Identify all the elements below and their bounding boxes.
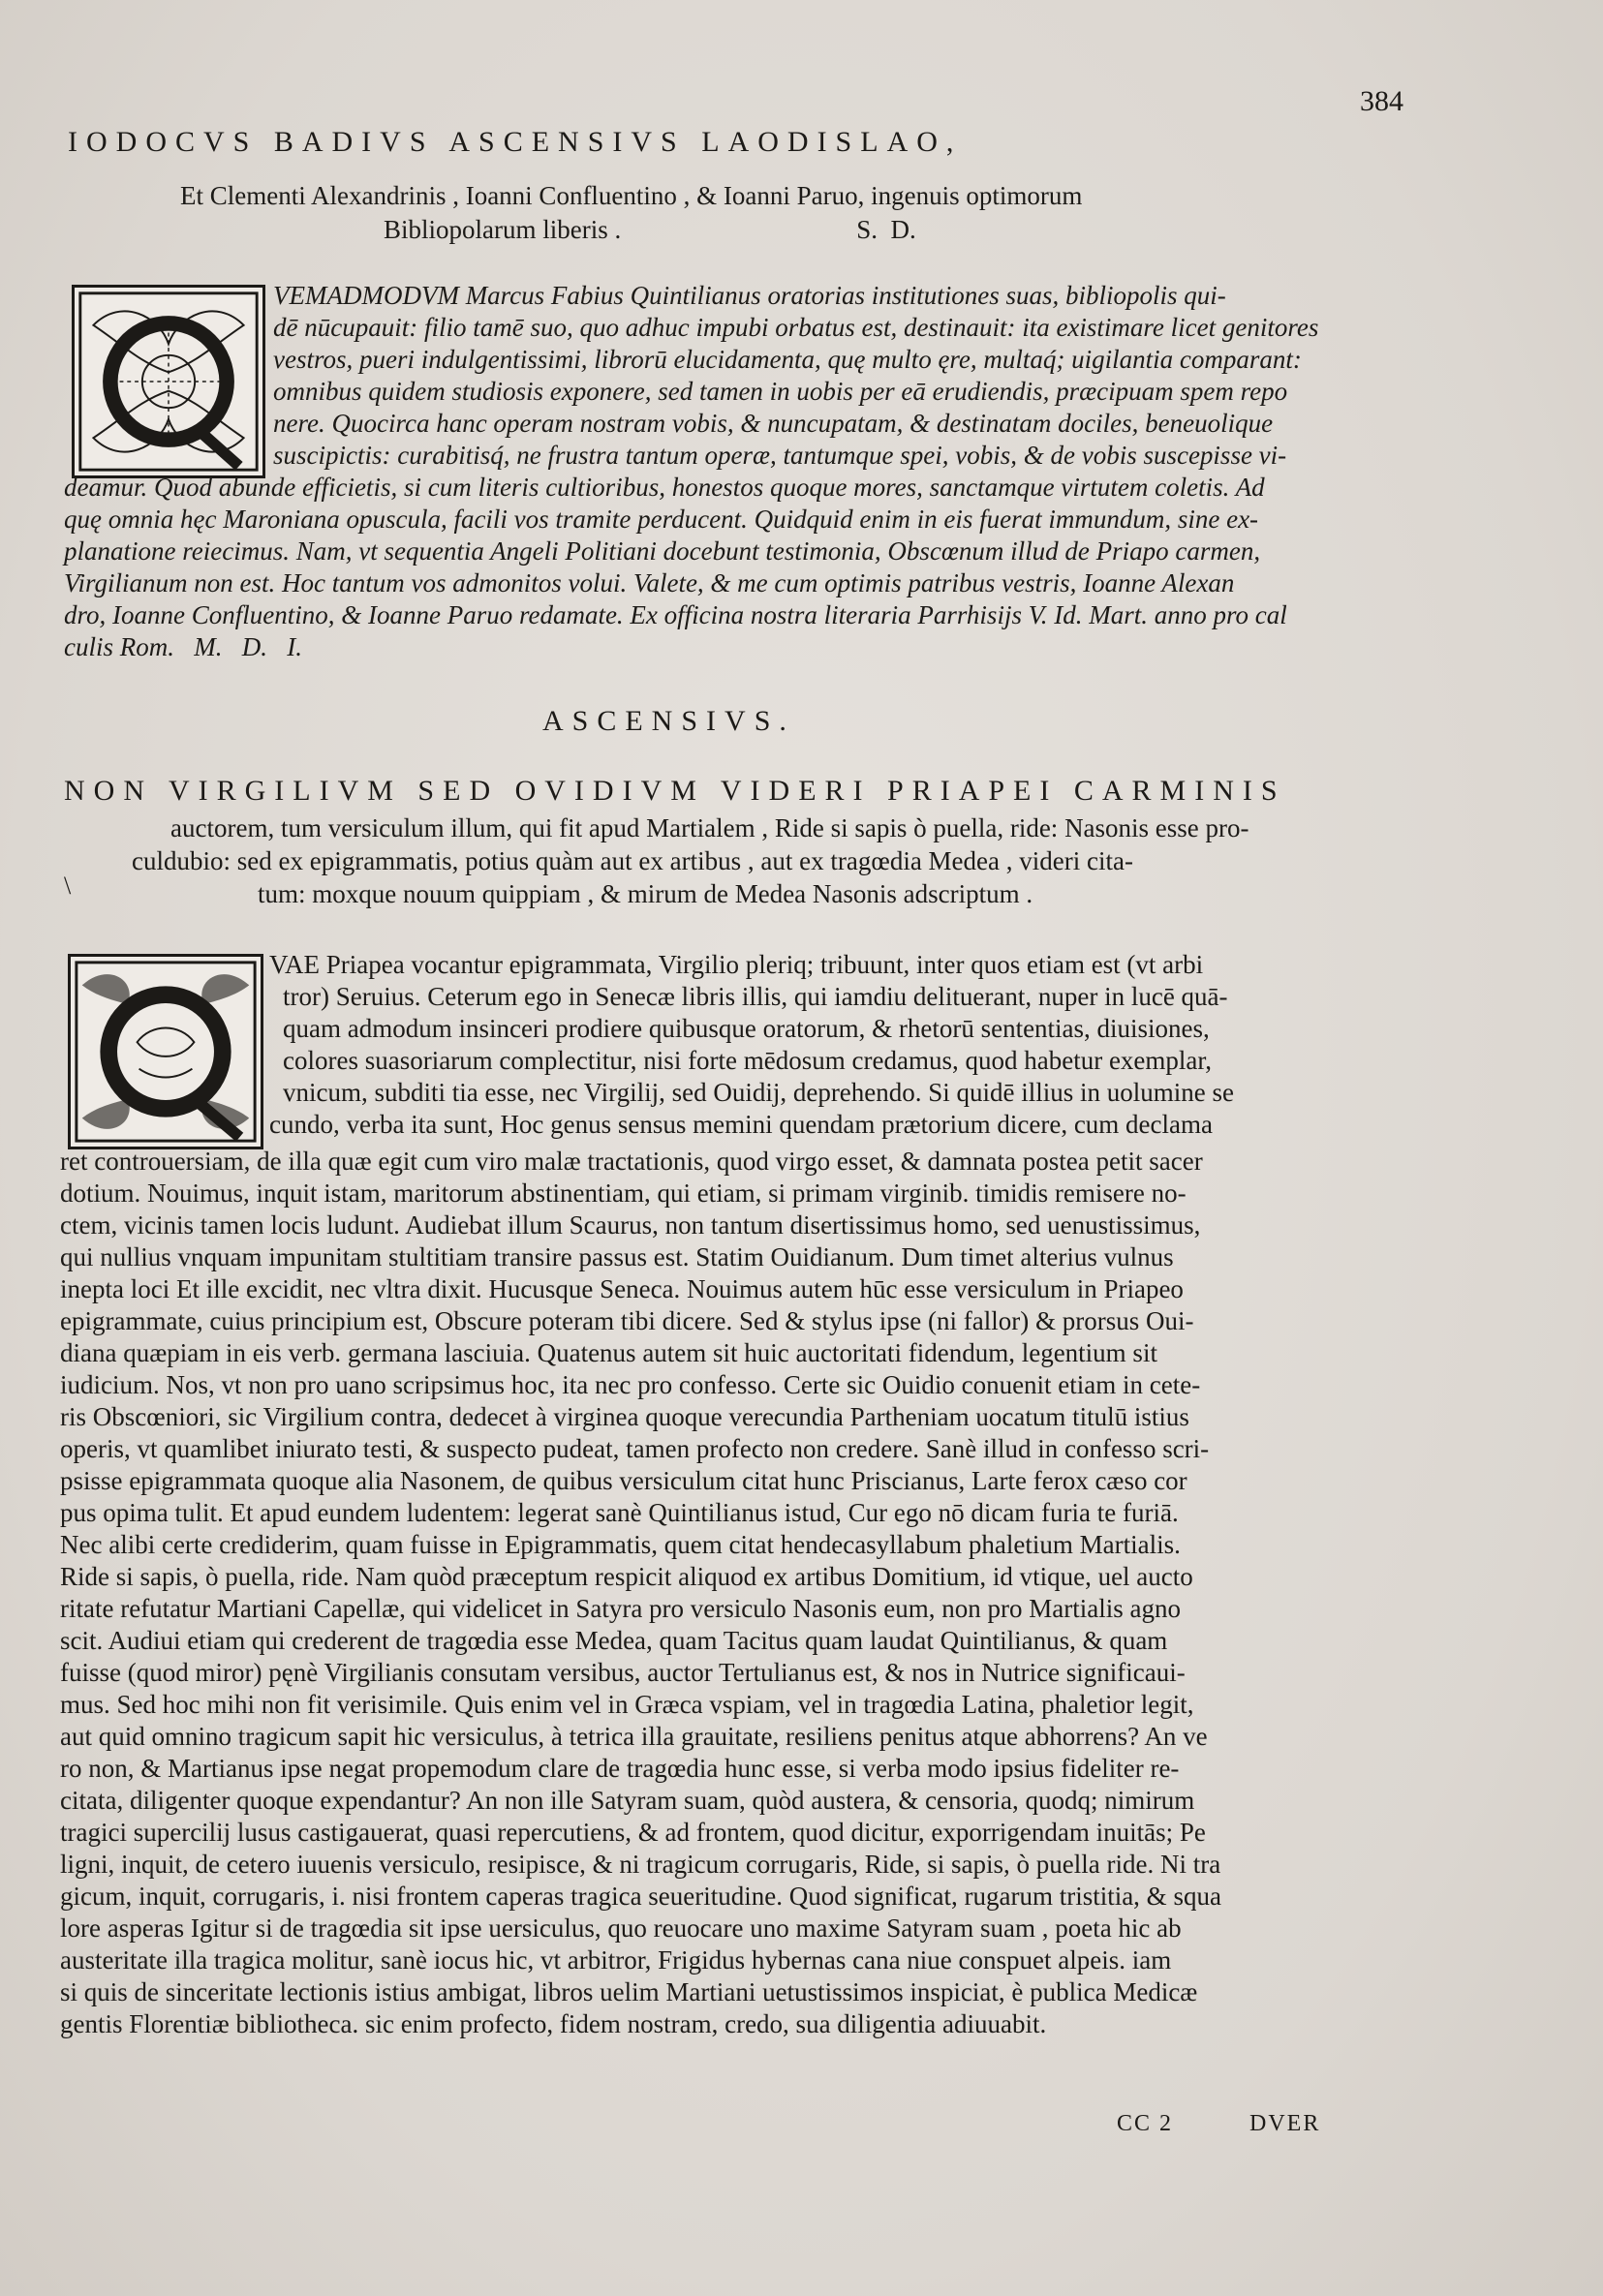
letter-line: culis Rom. M. D. I. (64, 632, 302, 661)
body-line: ctem, vicinis tamen locis ludunt. Audiebat illum Scaurus, non tantum disertissimus homo, sed uenustissimus, (60, 1210, 1201, 1240)
section-heading (542, 705, 795, 737)
body-indented-text (269, 949, 1234, 1141)
body-line: cundo, verba ita sunt, Hoc genus sensus memini quendam prætorium dicere, cum declama (269, 1110, 1213, 1139)
signature-mark: CC 2 (1117, 2111, 1174, 2136)
body-line: tror) Seruius. Ceterum ego in Senecæ libris illis, qui iamdiu delituerant, nuper in lucē quā- (283, 982, 1228, 1011)
body-line: iudicium. Nos, vt non pro uano scripsimus hoc, ita nec pro confesso. Certe sic Ouidio conuenit etiam in cete- (60, 1370, 1201, 1399)
decorated-initial-letter (68, 954, 263, 1149)
body-line: si quis de sinceritate lectionis istius ambigat, libros uelim Martiani uetustissimos inspiciat, è publica Medicæ (60, 1977, 1198, 2006)
body-line: VAE Priapea vocantur epigrammata, Virgilio pleriq; tribuunt, inter quos etiam est (vt arbi (269, 950, 1204, 979)
body-line: austeritate illa tragica molitur, sanè iocus hic, vt arbitror, Frigidus hybernas cana niue conspuet alpeis. iam (60, 1945, 1172, 1975)
argument-title: NON VIRGILIVM SED OVIDIVM VIDERI PRIAPEI CARMINIS (64, 775, 1286, 807)
argument-text (132, 811, 1249, 910)
body-line: ritate refutatur Martiani Capellæ, qui videlicet in Satyra pro versiculo Nasonis eum, non pro Martialis agno (60, 1594, 1181, 1623)
letter-full-text (64, 472, 1287, 663)
dedication-title: IODOCVS BADIVS ASCENSIVS LAODISLAO, (68, 126, 963, 158)
body-line: Ride si sapis, ò puella, ride. Nam quòd præceptum respicit aliquod ex artibus Domitium, id vtique, uel aucto (60, 1562, 1193, 1591)
letter-line: VEMADMODVM Marcus Fabius Quintilianus oratorias institutiones suas, bibliopolis qui- (273, 281, 1226, 310)
body-line: inepta loci Et ille excidit, nec vltra dixit. Hucusque Seneca. Nouimus autem hūc esse versiculum in Priapeo (60, 1274, 1184, 1303)
body-line: gentis Florentiæ bibliotheca. sic enim profecto, fidem nostram, credo, sua diligentia adiuuabit. (60, 2009, 1047, 2038)
body-line: diana quæpiam in eis verb. germana lasciuia. Quatenus autem sit huic auctoritati fidendum, legentium sit (60, 1338, 1157, 1367)
dedication-block (68, 126, 962, 158)
letter-line: suscipictis: curabitisq́, ne frustra tantum operæ, tantumque spei, vobis, & de vobis suscepisse vi- (273, 441, 1287, 470)
body-line: vnicum, subditi tia esse, nec Virgilij, sed Ouidij, deprehendo. Si quidē illius in uolumine se (283, 1078, 1235, 1107)
body-line: quam admodum insinceri prodiere quibusque oratorum, & rhetorū sententias, diuisiones, (283, 1014, 1210, 1043)
letter-line: vestros, pueri indulgentissimi, librorū elucidamenta, quę multo ęre, multaq́; uigilantia comparant: (273, 345, 1302, 374)
letter-line: dro, Ioanne Confluentino, & Ioanne Paruo redamate. Ex officina nostra literaria Parrhisijs V. Id. Mart. anno pro cal (64, 600, 1287, 629)
body-line: epigrammate, cuius principium est, Obscure poteram tibi dicere. Sed & stylus ipse (ni fallor) & prorsus Oui- (60, 1306, 1194, 1335)
letter-line: dē nūcupauit: filio tamē suo, quo adhuc impubi orbatus est, destinauit: ita existimare licet genitores (273, 313, 1319, 342)
body-full-text (60, 1146, 1221, 2040)
body-line: colores suasoriarum complectitur, nisi forte mēdosum credamus, quod habetur exemplar, (283, 1046, 1213, 1075)
body-line: fuisse (quod miror) pęnè Virgilianis consutam versibus, auctor Tertulianus est, & nos in Nutrice significaui- (60, 1658, 1186, 1687)
body-line: psisse epigrammata quoque alia Nasonem, de quibus versiculum citat hunc Priscianus, Larte ferox cæso cor (60, 1466, 1187, 1495)
dedication-line: Et Clementi Alexandrinis , Ioanni Confluentino , & Ioanni Paruo, ingenuis optimorum (180, 181, 1083, 210)
body-line: operis, vt quamlibet iniurato testi, & suspecto pudeat, tamen profecto non credere. Sanè illud in confesso scri- (60, 1434, 1210, 1463)
letter-line: quę omnia hęc Maroniana opuscula, facili vos tramite perducent. Quidquid enim in eis fuerat immundum, sine ex- (64, 505, 1259, 534)
body-line: pus opima tulit. Et apud eundem ludentem: legerat sanè Quintilianus istud, Cur ego nō dicam furia te furiā. (60, 1498, 1179, 1527)
letter-line: deamur. Quod abunde efficietis, si cum literis cultioribus, honestos quoque mores, sanctamque virtutem coletis. Ad (64, 473, 1265, 502)
body-line: Nec alibi certe crediderim, quam fuisse in Epigrammatis, quem citat hendecasyllabum phaletium Martialis. (60, 1530, 1181, 1559)
body-line: scit. Audiui etiam qui crederent de tragœdia esse Medea, quam Tacitus quam laudat Quintilianus, & quam (60, 1626, 1168, 1655)
margin-mark: \ (64, 872, 72, 900)
floral-ornament-icon (75, 288, 262, 475)
body-line: mus. Sed hoc mihi non fit verisimile. Quis enim vel in Græca vspiam, vel in tragœdia Latina, phaletior legit, (60, 1690, 1194, 1719)
body-line: gicum, inquit, corrugaris, i. nisi frontem caperas tragica seueritudine. Quod significat, rugarum tristitia, & squa (60, 1882, 1221, 1911)
body-line: dotium. Nouimus, inquit istam, maritorum abstinentiam, qui etiam, si primam virginib. timidis remisere no- (60, 1179, 1187, 1208)
catchword: DVER (1249, 2111, 1321, 2136)
decorated-initial-letter (72, 285, 265, 478)
body-line: ris Obscœniori, sic Virgilium contra, dedecet à virginea quoque verecundia Partheniam uocatum titulū istius (60, 1402, 1189, 1431)
letter-line: planatione reiecimus. Nam, vt sequentia Angeli Politiani docebunt testimonia, Obscœnum illud de Priapo carmen, (64, 536, 1261, 566)
body-line: ret controuersiam, de illa quæ egit cum viro malæ tractationis, quod virgo esset, & damnata postea petit sacer (60, 1147, 1203, 1176)
floral-ornament-icon (71, 957, 261, 1147)
body-line: aut quid omnino tragicum sapit hic versiculus, à tetrica illa grauitate, resiliens penitus atque abhorrens? An ve (60, 1722, 1208, 1751)
body-line: ligni, inquit, de cetero iuuenis versiculo, resipisce, & ni tragicum corrugaris, Ride, si sapis, ò puella ride. Ni tra (60, 1850, 1221, 1879)
body-line: citata, diligenter quoque expendantur? An non ille Satyram suam, quòd austera, & censoria, quodq; nimirum (60, 1786, 1195, 1815)
letter-line: Virgilianum non est. Hoc tantum vos admonitos volui. Valete, & me cum optimis patribus vestris, Ioanne Alexan (64, 568, 1235, 597)
letter-line: omnibus quidem studiosis exponere, sed tamen in uobis per eā erudiendis, præcipuam spem repo (273, 377, 1288, 406)
body-line: tragici supercilij lusus castigauerat, quasi repercutiens, & ad frontem, quod dicitur, exporrigendam inuitās; Pe (60, 1818, 1206, 1847)
body-line: lore asperas Igitur si de tragœdia sit ipse uersiculus, quo reuocare uno maxime Satyram suam , poeta hic ab (60, 1913, 1182, 1943)
body-line: ro non, & Martianus ipse negat propemodum clare de tragœdia hunc esse, si verba modo ipsius fideliter re- (60, 1754, 1180, 1783)
section-heading-text: ASCENSIVS. (542, 705, 795, 737)
dedication-subtitle (180, 179, 1082, 247)
argument-line: auctorem, tum versiculum illum, qui fit apud Martialem , Ride si sapis ò puella, ride: Nasonis esse pro- (170, 813, 1249, 842)
argument-line: tum: moxque nouum quippiam , & mirum de Medea Nasonis adscriptum . (258, 879, 1033, 908)
dedication-line: Bibliopolarum liberis . S. D. (384, 215, 916, 244)
argument-title-block (64, 775, 1286, 807)
letter-indented-text (273, 280, 1318, 472)
body-line: qui nullius vnquam impunitam stultitiam transire passus est. Statim Ouidianum. Dum timet alterius vulnus (60, 1242, 1174, 1271)
page-number: 384 (1360, 85, 1403, 117)
argument-line: culdubio: sed ex epigrammatis, potius quàm aut ex artibus , aut ex tragœdia Medea , videri cita- (132, 846, 1133, 875)
letter-line: nere. Quocirca hanc operam nostram vobis, & nuncupatam, & destinatam dociles, beneuolique (273, 409, 1274, 438)
